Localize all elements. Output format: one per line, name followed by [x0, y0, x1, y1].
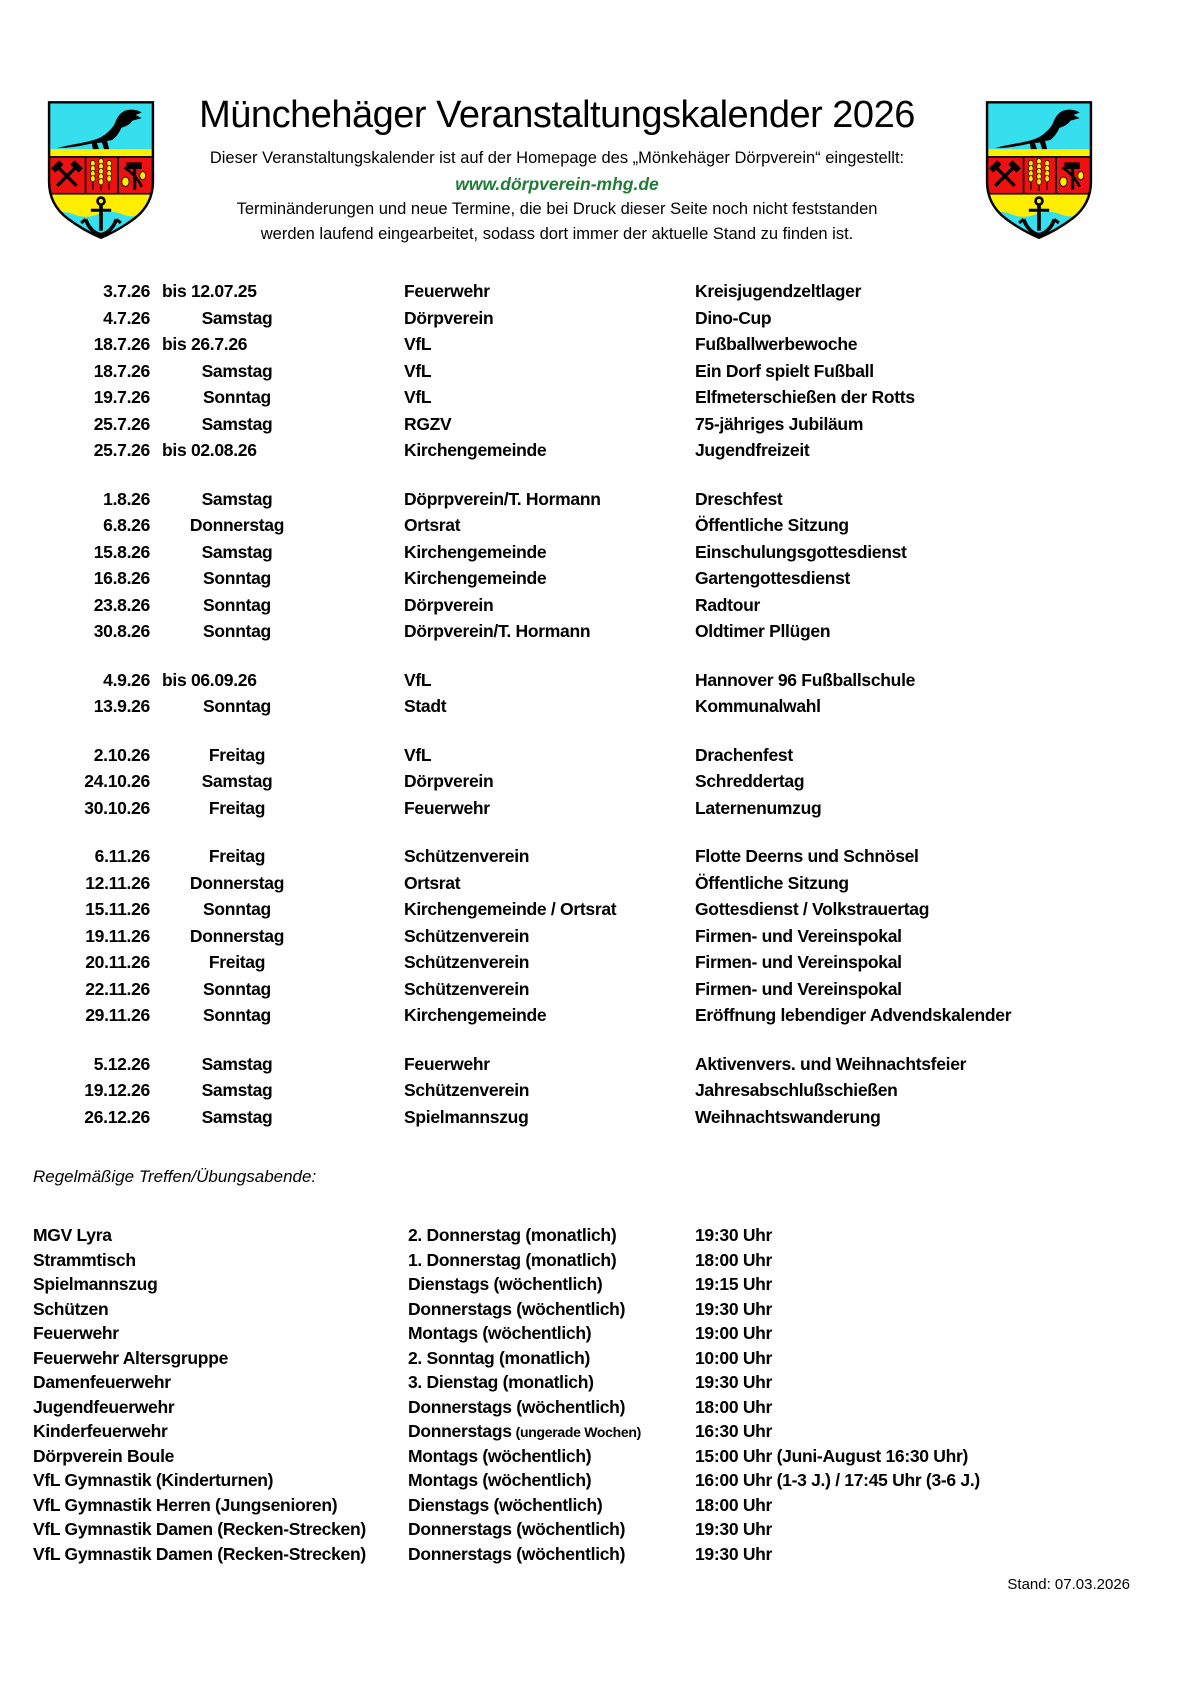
event-day: Samstag: [201, 360, 273, 381]
event-row: [0, 358, 1190, 385]
event-organizer: Ortsrat: [404, 515, 461, 535]
meeting-time: 15:00 Uhr (Juni-August 16:30 Uhr): [695, 1445, 969, 1466]
event-day: Samstag: [201, 1053, 273, 1074]
meeting-time: 19:15 Uhr: [695, 1274, 773, 1294]
meeting-schedule: [408, 1322, 695, 1347]
meeting-row: [33, 1273, 1190, 1298]
meeting-schedule: [408, 1469, 695, 1494]
event-organizer: Schützenverein: [404, 1080, 530, 1100]
meeting-schedule: [408, 1543, 695, 1568]
event-date: 19.11.26: [85, 925, 150, 946]
event-date: 19.7.26: [93, 387, 150, 407]
page-title: Münchehäger Veranstaltungskalender 2026: [199, 94, 915, 136]
event-title: Hannover 96 Fußballschule: [695, 669, 916, 690]
event-organizer: VfL: [404, 334, 432, 354]
event-date: 13.9.26: [93, 696, 150, 716]
event-day: Freitag: [208, 952, 266, 972]
event-row: [0, 1051, 1190, 1078]
event-title: Fußballwerbewoche: [695, 334, 858, 354]
event-row: [0, 949, 1190, 976]
event-title: Öffentliche Sitzung: [695, 515, 849, 535]
event-table: [0, 278, 1190, 1130]
meeting-time: 18:00 Uhr: [695, 1494, 773, 1515]
meeting-time: 19:30 Uhr: [695, 1225, 773, 1245]
meeting-schedule-text: 2. Donnerstag (monatlich): [408, 1225, 617, 1245]
meeting-schedule: [408, 1518, 695, 1543]
meeting-schedule: [408, 1445, 695, 1470]
event-date: 26.12.26: [84, 1106, 150, 1127]
event-day: Donnerstag: [189, 925, 285, 946]
event-organizer: Stadt: [404, 696, 447, 716]
meeting-row: [33, 1396, 1190, 1421]
meeting-name: Spielmannszug: [33, 1274, 158, 1294]
website-link[interactable]: www.dörpverein-mhg.de: [455, 174, 659, 194]
event-row: [0, 305, 1190, 332]
meeting-schedule-text: Montags (wöchentlich): [408, 1470, 592, 1490]
event-organizer: Schützenverein: [404, 978, 530, 999]
event-day: Donnerstag: [189, 515, 285, 535]
event-group: [0, 1051, 1190, 1131]
meeting-row: [33, 1420, 1190, 1445]
event-day: Samstag: [201, 413, 273, 434]
meeting-row: [33, 1543, 1190, 1568]
event-date: 3.7.26: [103, 281, 150, 301]
event-row: [0, 976, 1190, 1003]
event-row: [0, 667, 1190, 694]
event-date: 1.8.26: [103, 488, 150, 509]
event-row: [0, 896, 1190, 923]
event-row: [0, 411, 1190, 438]
event-day: bis 12.07.25: [162, 281, 257, 301]
event-organizer: Schützenverein: [404, 846, 530, 866]
event-day: Sonntag: [203, 594, 271, 615]
event-title: Radtour: [695, 594, 760, 615]
meeting-row: [33, 1469, 1190, 1494]
subtitle: Dieser Veranstaltungskalender ist auf der Homepage des „Mönkehäger Dörpverein“ eingestellt:: [209, 149, 905, 167]
event-organizer: VfL: [404, 360, 432, 381]
meeting-row: [33, 1298, 1190, 1323]
meeting-name: VfL Gymnastik Damen (Recken-Strecken): [33, 1519, 366, 1539]
meeting-name: VfL Gymnastik Damen (Recken-Strecken): [33, 1543, 366, 1564]
meeting-row: [33, 1249, 1190, 1274]
event-day: bis 06.09.26: [162, 669, 257, 690]
event-organizer: Kirchengemeinde: [404, 541, 547, 562]
meeting-name: VfL Gymnastik Herren (Jungsenioren): [33, 1494, 338, 1515]
event-organizer: Schützenverein: [404, 925, 530, 946]
meetings-heading: Regelmäßige Treffen/Übungsabende:: [33, 1167, 317, 1186]
event-day: Sonntag: [203, 387, 271, 407]
meeting-time: 19:30 Uhr: [695, 1372, 773, 1392]
event-row: [0, 1104, 1190, 1131]
event-title: Kreisjugendzeltlager: [695, 281, 862, 301]
event-date: 12.11.26: [85, 872, 150, 893]
event-group: [0, 486, 1190, 645]
event-title: Dreschfest: [695, 488, 783, 509]
event-day: Sonntag: [203, 568, 271, 588]
meeting-row: [33, 1494, 1190, 1519]
meeting-schedule-text: Donnerstags (wöchentlich): [408, 1396, 626, 1417]
event-day: bis 02.08.26: [162, 440, 257, 460]
meeting-name: Dörpverein Boule: [33, 1445, 175, 1466]
event-organizer: Dörpverein/T. Hormann: [404, 621, 591, 641]
meeting-schedule: [408, 1347, 695, 1372]
event-group: [0, 278, 1190, 464]
event-row: [0, 512, 1190, 539]
meeting-name: Kinderfeuerwehr: [33, 1421, 168, 1441]
event-title: Aktivenvers. und Weihnachtsfeier: [695, 1053, 967, 1074]
event-row: [0, 618, 1190, 645]
event-date: 15.8.26: [93, 541, 150, 562]
event-row: [0, 1077, 1190, 1104]
event-title: Eröffnung lebendiger Advendskalender: [695, 1005, 1012, 1025]
event-organizer: Dörpverein: [404, 594, 494, 615]
event-group: [0, 667, 1190, 720]
event-title: Öffentliche Sitzung: [695, 872, 849, 893]
event-day: Sonntag: [203, 621, 271, 641]
meeting-schedule-note: (ungerade Wochen): [515, 1424, 641, 1440]
event-organizer: Dörpverein: [404, 307, 494, 328]
meeting-name: Schützen: [33, 1298, 109, 1319]
event-organizer: Spielmannszug: [404, 1106, 529, 1127]
event-title: Ein Dorf spielt Fußball: [695, 360, 874, 381]
event-date: 2.10.26: [93, 744, 150, 765]
meeting-time: 16:30 Uhr: [695, 1421, 773, 1441]
event-date: 4.7.26: [103, 307, 150, 328]
meeting-name: VfL Gymnastik (Kinderturnen): [33, 1470, 274, 1490]
meeting-name: Jugendfeuerwehr: [33, 1396, 175, 1417]
meeting-time: 19:00 Uhr: [695, 1323, 773, 1343]
meeting-schedule: [408, 1420, 695, 1445]
event-date: 22.11.26: [85, 978, 150, 999]
event-row: [0, 768, 1190, 795]
event-organizer: Kirchengemeinde: [404, 568, 547, 588]
event-date: 30.8.26: [93, 621, 150, 641]
event-date: 16.8.26: [93, 568, 150, 588]
meetings-table: [33, 1224, 1190, 1567]
meeting-row: [33, 1322, 1190, 1347]
meeting-name: Strammtisch: [33, 1249, 136, 1270]
event-row: [0, 278, 1190, 305]
event-title: Kommunalwahl: [695, 696, 821, 716]
event-title: Laternenumzug: [695, 797, 822, 818]
event-title: Firmen- und Vereinspokal: [695, 952, 902, 972]
event-row: [0, 1002, 1190, 1029]
meeting-schedule-text: Montags (wöchentlich): [408, 1323, 592, 1343]
event-organizer: Kirchengemeinde: [404, 1005, 547, 1025]
meeting-time: 18:00 Uhr: [695, 1249, 773, 1270]
event-organizer: RGZV: [404, 413, 452, 434]
meeting-time: 10:00 Uhr: [695, 1347, 773, 1368]
event-group: [0, 843, 1190, 1029]
event-row: [0, 565, 1190, 592]
event-day: bis 26.7.26: [162, 334, 248, 354]
meeting-schedule: [408, 1396, 695, 1421]
event-title: Jugendfreizeit: [695, 440, 810, 460]
meeting-time: 19:30 Uhr: [695, 1519, 773, 1539]
event-title: Firmen- und Vereinspokal: [695, 925, 902, 946]
info-line-1: Terminänderungen und neue Termine, die bei Druck dieser Seite noch nicht feststanden: [236, 200, 878, 218]
event-day: Samstag: [201, 1106, 273, 1127]
event-group: [0, 742, 1190, 822]
event-organizer: Dörpverein: [404, 771, 494, 791]
event-title: Firmen- und Vereinspokal: [695, 978, 902, 999]
event-date: 5.12.26: [93, 1053, 150, 1074]
header: [0, 92, 1190, 245]
event-day: Freitag: [208, 846, 266, 866]
event-row: [0, 384, 1190, 411]
meeting-schedule: [408, 1273, 695, 1298]
meeting-time: 18:00 Uhr: [695, 1396, 773, 1417]
event-row: [0, 486, 1190, 513]
event-day: Samstag: [201, 771, 273, 791]
event-day: Sonntag: [203, 978, 271, 999]
event-organizer: Feuerwehr: [404, 797, 490, 818]
event-organizer: VfL: [404, 744, 432, 765]
meeting-schedule-text: 1. Donnerstag (monatlich): [408, 1249, 617, 1270]
info-line-2: werden laufend eingearbeitet, sodass dort immer der aktuelle Stand zu finden ist.: [260, 225, 854, 243]
meeting-name: MGV Lyra: [33, 1225, 112, 1245]
meeting-schedule-text: Dienstags (wöchentlich): [408, 1274, 603, 1294]
event-organizer: Kirchengemeinde / Ortsrat: [404, 899, 617, 919]
event-day: Samstag: [201, 1080, 273, 1100]
meeting-row: [33, 1224, 1190, 1249]
meeting-schedule: [408, 1224, 695, 1249]
event-date: 25.7.26: [93, 440, 150, 460]
event-day: Sonntag: [203, 696, 271, 716]
meeting-time: 19:30 Uhr: [695, 1543, 773, 1564]
event-day: Freitag: [208, 797, 266, 818]
event-title: Gartengottesdienst: [695, 568, 851, 588]
event-row: [0, 870, 1190, 897]
meeting-schedule-text: Donnerstags: [408, 1421, 512, 1441]
event-date: 6.8.26: [103, 515, 150, 535]
event-row: [0, 843, 1190, 870]
event-date: 15.11.26: [85, 899, 150, 919]
event-row: [0, 592, 1190, 619]
event-day: Samstag: [201, 541, 273, 562]
meeting-row: [33, 1518, 1190, 1543]
meeting-name: Damenfeuerwehr: [33, 1372, 171, 1392]
event-date: 18.7.26: [93, 360, 150, 381]
event-organizer: Kirchengemeinde: [404, 440, 547, 460]
event-title: Gottesdienst / Volkstrauertag: [695, 899, 930, 919]
event-row: [0, 693, 1190, 720]
event-organizer: Döprpverein/T. Hormann: [404, 488, 601, 509]
event-title: Einschulungsgottesdienst: [695, 541, 907, 562]
event-title: Dino-Cup: [695, 307, 772, 328]
meeting-schedule-text: 3. Dienstag (monatlich): [408, 1372, 594, 1392]
meeting-time: 16:00 Uhr (1-3 J.) / 17:45 Uhr (3-6 J.): [695, 1470, 980, 1490]
event-organizer: VfL: [404, 387, 432, 407]
event-title: Elfmeterschießen der Rotts: [695, 387, 915, 407]
event-day: Samstag: [201, 307, 273, 328]
event-day: Sonntag: [203, 899, 271, 919]
meeting-row: [33, 1347, 1190, 1372]
event-organizer: Feuerwehr: [404, 281, 490, 301]
event-date: 18.7.26: [93, 334, 150, 354]
event-day: Donnerstag: [189, 872, 285, 893]
meeting-schedule: [408, 1371, 695, 1396]
meeting-schedule-text: 2. Sonntag (monatlich): [408, 1347, 591, 1368]
event-date: 4.9.26: [103, 669, 150, 690]
meeting-schedule: [408, 1494, 695, 1519]
meeting-schedule: [408, 1298, 695, 1323]
event-date: 24.10.26: [84, 771, 150, 791]
event-date: 29.11.26: [85, 1005, 150, 1025]
event-title: 75-jähriges Jubiläum: [695, 413, 864, 434]
event-title: Oldtimer Pllügen: [695, 621, 831, 641]
event-title: Schreddertag: [695, 771, 805, 791]
event-title: Drachenfest: [695, 744, 793, 765]
meeting-time: 19:30 Uhr: [695, 1298, 773, 1319]
meeting-schedule-text: Donnerstags (wöchentlich): [408, 1519, 626, 1539]
event-day: Sonntag: [203, 1005, 271, 1025]
event-date: 6.11.26: [94, 846, 150, 866]
event-row: [0, 795, 1190, 822]
calendar-content: [0, 278, 1190, 1567]
meeting-schedule-text: Donnerstags (wöchentlich): [408, 1543, 626, 1564]
event-title: Flotte Deerns und Schnösel: [695, 846, 919, 866]
event-row: [0, 539, 1190, 566]
event-date: 30.10.26: [84, 797, 150, 818]
event-organizer: Schützenverein: [404, 952, 530, 972]
meeting-row: [33, 1371, 1190, 1396]
event-organizer: VfL: [404, 669, 432, 690]
event-day: Samstag: [201, 488, 273, 509]
event-row: [0, 331, 1190, 358]
meeting-schedule-text: Montags (wöchentlich): [408, 1445, 592, 1466]
event-row: [0, 742, 1190, 769]
event-date: 20.11.26: [85, 952, 150, 972]
meeting-schedule-text: Donnerstags (wöchentlich): [408, 1298, 626, 1319]
event-organizer: Feuerwehr: [404, 1053, 490, 1074]
event-date: 25.7.26: [93, 413, 150, 434]
event-day: Freitag: [208, 744, 266, 765]
event-date: 23.8.26: [93, 594, 150, 615]
meeting-schedule-text: Dienstags (wöchentlich): [408, 1494, 603, 1515]
event-row: [0, 437, 1190, 464]
meeting-name: Feuerwehr Altersgruppe: [33, 1347, 229, 1368]
event-row: [0, 923, 1190, 950]
meeting-name: Feuerwehr: [33, 1323, 119, 1343]
event-date: 19.12.26: [84, 1080, 150, 1100]
event-organizer: Ortsrat: [404, 872, 461, 893]
meeting-schedule: [408, 1249, 695, 1274]
meeting-row: [33, 1445, 1190, 1470]
event-title: Jahresabschlußschießen: [695, 1080, 898, 1100]
stand-date: Stand: 07.03.2026: [1007, 1576, 1130, 1593]
event-title: Weihnachtswanderung: [695, 1106, 881, 1127]
